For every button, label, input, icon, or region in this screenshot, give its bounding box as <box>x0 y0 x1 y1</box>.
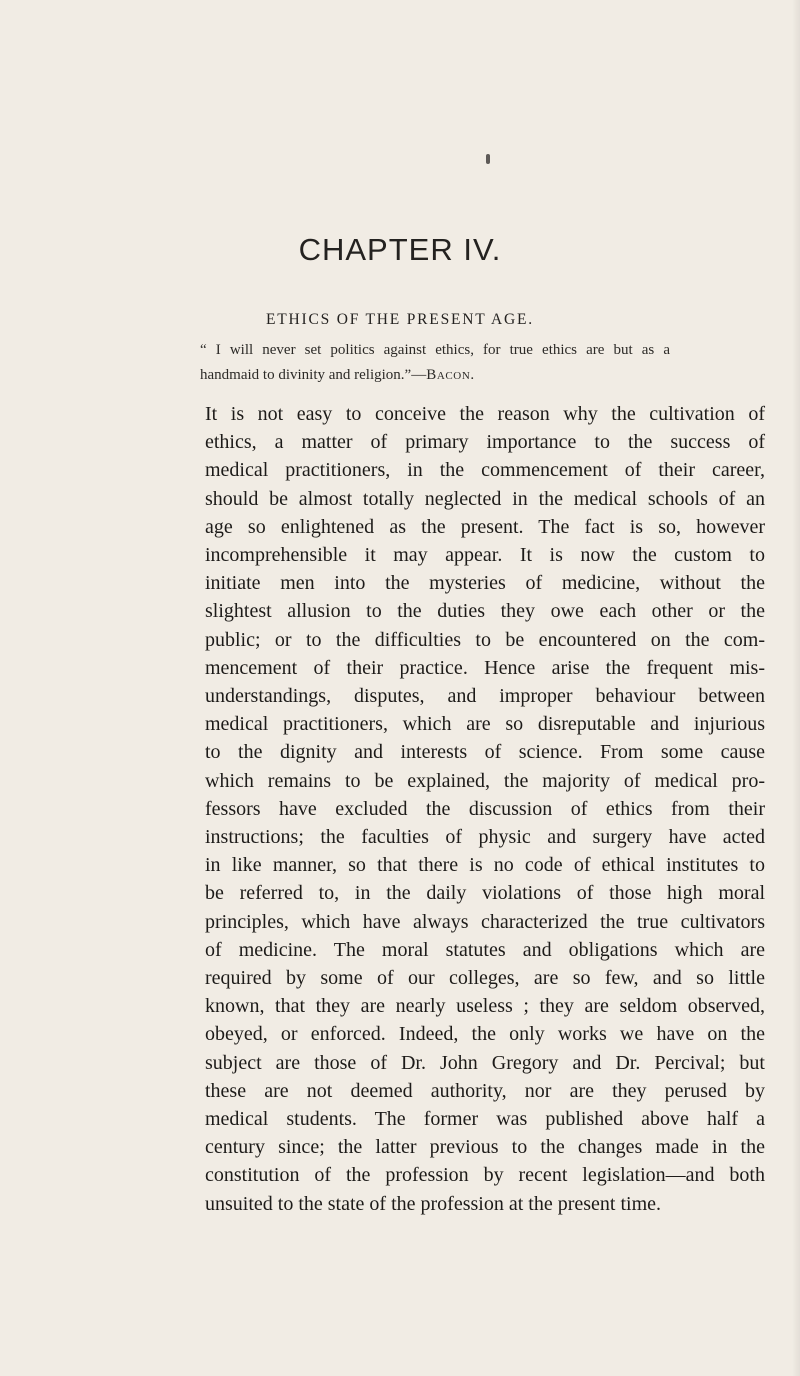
page-edge-shadow <box>792 0 800 1376</box>
section-title: ETHICS OF THE PRESENT AGE. <box>266 311 534 328</box>
body-line: of medicine. The moral statutes and obligations which are <box>205 938 765 961</box>
body-line: in like manner, so that there is no code of ethical institutes to <box>205 854 765 877</box>
body-line: medical practitioners, in the commencement of their career, <box>205 459 765 482</box>
body-line: instructions; the faculties of physic and surgery have acted <box>205 826 765 849</box>
body-line: century since; the latter previous to the changes made in the <box>205 1136 765 1159</box>
body-line: unsuited to the state of the profession at the present time. <box>205 1192 661 1215</box>
chapter-title: CHAPTER IV. <box>298 232 502 267</box>
body-line: constitution of the profession by recent legislation—and both <box>205 1164 765 1187</box>
body-line: subject are those of Dr. John Gregory and Dr. Percival; but <box>205 1051 765 1074</box>
body-line: required by some of our colleges, are so few, and so little <box>205 967 765 990</box>
body-line: slightest allusion to the duties they owe each other or the <box>205 600 765 623</box>
epigraph-line: “ I will never set politics against ethics, for true ethics are but as a <box>200 342 670 358</box>
body-line: It is not easy to conceive the reason why the cultivation of <box>205 403 765 425</box>
body-line: to the dignity and interests of science. From some cause <box>205 741 765 764</box>
body-line: ethics, a matter of primary importance to the success of <box>205 431 765 454</box>
body-line: age so enlightened as the present. The fact is so, however <box>205 515 765 538</box>
body-line: which remains to be explained, the majority of medical pro- <box>205 769 765 792</box>
body-line: initiate men into the mysteries of medicine, without the <box>205 572 765 595</box>
body-line: fessors have excluded the discussion of ethics from their <box>205 797 765 820</box>
body-line: medical students. The former was published above half a <box>205 1108 765 1131</box>
epigraph-attribution: Bacon. <box>426 367 475 383</box>
body-line: incomprehensible it may appear. It is now the custom to <box>205 544 765 567</box>
body-line: medical practitioners, which are so disreputable and injurious <box>205 713 765 736</box>
body-line: principles, which have always characterized the true cultivators <box>205 910 765 933</box>
epigraph-line <box>200 363 670 388</box>
epigraph-line-text: handmaid to divinity and religion.”— <box>200 367 427 383</box>
ink-speck <box>486 154 490 164</box>
body-line: understandings, disputes, and improper behaviour between <box>205 685 765 708</box>
epigraph <box>200 338 670 388</box>
body-line: be referred to, in the daily violations of those high moral <box>205 882 765 905</box>
body-paragraph <box>205 400 765 1218</box>
body-line: these are not deemed authority, nor are they perused by <box>205 1079 765 1102</box>
body-line: obeyed, or enforced. Indeed, the only works we have on the <box>205 1023 765 1046</box>
body-line: mencement of their practice. Hence arise the frequent mis- <box>205 656 765 679</box>
body-line: known, that they are nearly useless ; they are seldom observed, <box>205 995 765 1018</box>
body-line: public; or to the difficulties to be encountered on the com- <box>205 628 765 651</box>
body-line: should be almost totally neglected in the medical schools of an <box>205 487 765 510</box>
